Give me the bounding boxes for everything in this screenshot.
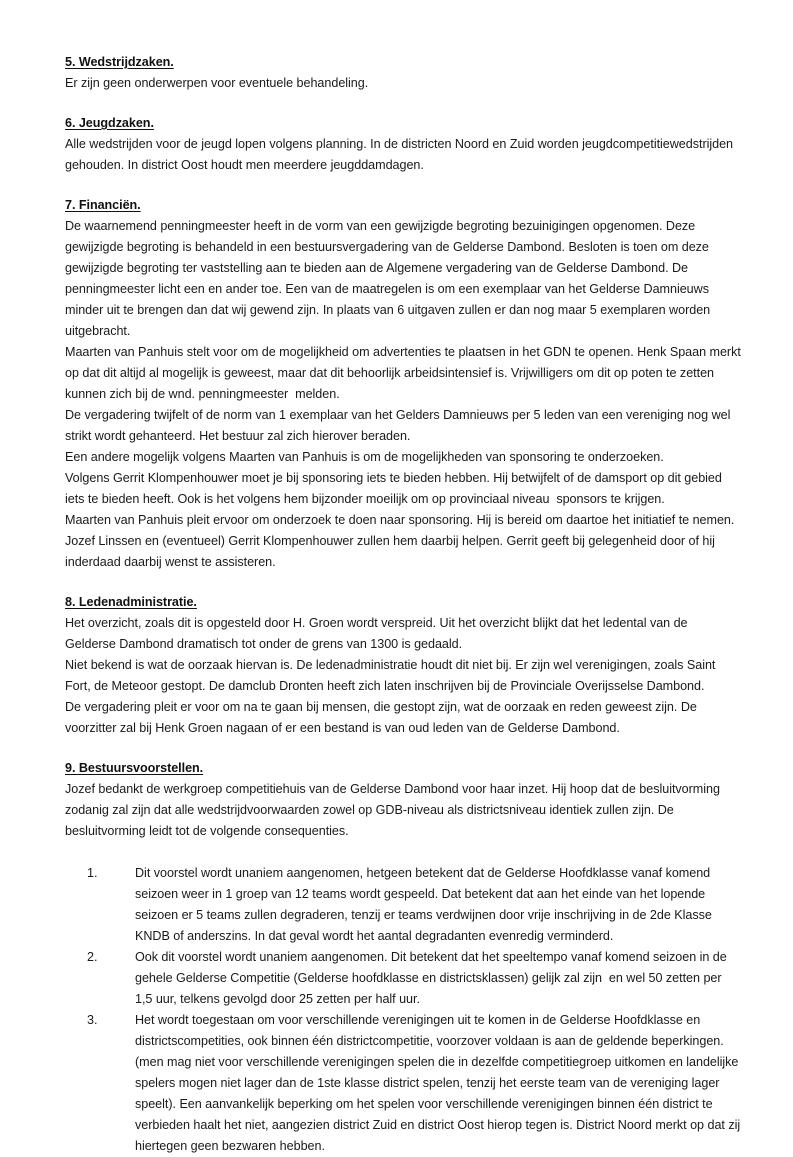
section-financien [65,195,745,573]
section-heading: 8. Ledenadministratie. [65,595,197,609]
section-paragraph: De vergadering pleit er voor om na te gaan bij mensen, die gestopt zijn, wat de oorzaak en reden geweest zijn. De voorzitter zal bij Henk Groen nagaan of er een bestand is van oud leden van de Gelderse Dambond. [65,700,701,735]
section-paragraph: Volgens Gerrit Klompenhouwer moet je bij sponsoring iets te bieden hebben. Hij betwijfelt of de damsport op dit gebied iets te bieden heeft. Ook is het volgens hem bijzonder moeilijk om op provinciaal niveau sponsors te krijgen. [65,471,726,506]
section-paragraph: De waarnemend penningmeester heeft in de vorm van een gewijzigde begroting bezuinigingen opgenomen. Deze gewijzigde begroting is behandeld in een bestuursvergadering van de Gelderse Dambond. Besloten is toen om deze gewijzigde begroting ter vaststelling aan te bieden aan de Algemene vergadering van de Gelderse Dambond. De penningmeester licht een en ander toe. Een van de maatregelen is om een exemplaar van het Gelderse Damnieuws minder uit te brengen dan dat wij gewend zijn. In plaats van 6 uitgaven zullen er dan nog maar 5 exemplaren worden uitgebracht. [65,219,714,338]
section-heading: 5. Wedstrijdzaken. [65,55,174,69]
section-paragraph: Maarten van Panhuis stelt voor om de mogelijkheid om advertenties te plaatsen in het GDN te openen. Henk Spaan merkt op dat dit altijd al mogelijk is geweest, maar dat dit behoorlijk arbeidsintensief is. Vrijwilligers om dit op poten te zetten kunnen zich bij de wnd. penningmeester melden. [65,345,745,401]
section-paragraph: Alle wedstrijden voor de jeugd lopen volgens planning. In de districten Noord en Zuid worden jeugdcompetitiewedstrijden gehouden. In district Oost houdt men meerdere jeugddamdagen. [65,137,737,172]
section-paragraph: Een andere mogelijk volgens Maarten van Panhuis is om de mogelijkheden van sponsoring te onderzoeken. [65,450,664,464]
section-paragraph: Er zijn geen onderwerpen voor eventuele behandeling. [65,76,369,90]
document-body [65,52,745,1157]
section-paragraph: De vergadering twijfelt of de norm van 1 exemplaar van het Gelders Damnieuws per 5 leden van een vereniging nog wel strikt wordt gehanteerd. Het bestuur zal zich hierover beraden. [65,408,734,443]
section-heading: 9. Bestuursvoorstellen. [65,761,204,775]
section-paragraph: Het overzicht, zoals dit is opgesteld door H. Groen wordt verspreid. Uit het overzicht blijkt dat het ledental van de Gelderse Dambond dramatisch tot onder de grens van 1300 is gedaald. [65,616,691,651]
section-bestuursvoorstellen [65,758,744,1157]
section-paragraph: Maarten van Panhuis pleit ervoor om onderzoek te doen naar sponsoring. Hij is bereid om daartoe het initiatief te nemen. Jozef Linssen en (eventueel) Gerrit Klompenhouwer zullen hem daarbij helpen. Gerrit geeft bij gelegenheid door of hij inderdaad daarbij wenst te assisteren. [65,513,738,569]
list-item: Ook dit voorstel wordt unaniem aangenomen. Dit betekent dat het speeltempo vanaf komend seizoen in de gehele Gelderse Competitie (Gelderse hoofdklasse en districtsklassen) gelijk zal zijn en wel 50 zetten per 1,5 uur, telkens gevolgd door 25 zetten per half uur. [135,950,731,1006]
section-jeugdzaken [65,113,741,176]
section-wedstrijdzaken [65,52,741,94]
proposals-list [65,863,744,1157]
section-heading: 6. Jeugdzaken. [65,116,154,130]
list-item: Dit voorstel wordt unaniem aangenomen, hetgeen betekent dat de Gelderse Hoofdklasse vanaf komend seizoen weer in 1 groep van 12 teams wordt gespeeld. Dat betekent dat aan het einde van het lopende seizoen er 5 teams zullen degraderen, tenzij er teams verdwijnen door vrije inschrijving in de 2de Klasse KNDB of anderszins. In dat geval wordt het aantal degradanten evenredig verminderd. [135,866,716,943]
section-heading: 7. Financiën. [65,198,141,212]
section-paragraph: Niet bekend is wat de oorzaak hiervan is. De ledenadministratie houdt dit niet bij. Er zijn wel verenigingen, zoals Saint Fort, de Meteoor gestopt. De damclub Dronten heeft zich laten inschrijven bij de Provinciale Overijsselse Dambond. [65,658,719,693]
section-paragraph: Jozef bedankt de werkgroep competitiehuis van de Gelderse Dambond voor haar inzet. Hij hoop dat de besluitvorming zodanig zal zijn dat alle wedstrijdvoorwaarden zowel op GDB-niveau als districtsniveau identiek zullen zijn. De besluitvorming leidt tot de volgende consequenties. [65,782,724,838]
list-item: Het wordt toegestaan om voor verschillende verenigingen uit te komen in de Gelderse Hoofdklasse en districtscompetities, ook binnen één districtcompetitie, voorzover voldaan is aan de geldende beperkingen. (men mag niet voor verschillende verenigingen spelen die in dezelfde competitiegroep uitkomen en landelijke spelers mogen niet lager dan de 1ste klasse district spelen, tenzij het eerste team van de vereniging lager speelt). Een aanvankelijk beperking om het spelen voor verschillende verenigingen binnen één district te verbieden haalt het niet, aangezien district Zuid en district Oost hierop tegen is. District Noord merkt op dat zij hiertegen geen bezwaren hebben. [135,1013,744,1153]
section-ledenadministratie [65,592,741,739]
